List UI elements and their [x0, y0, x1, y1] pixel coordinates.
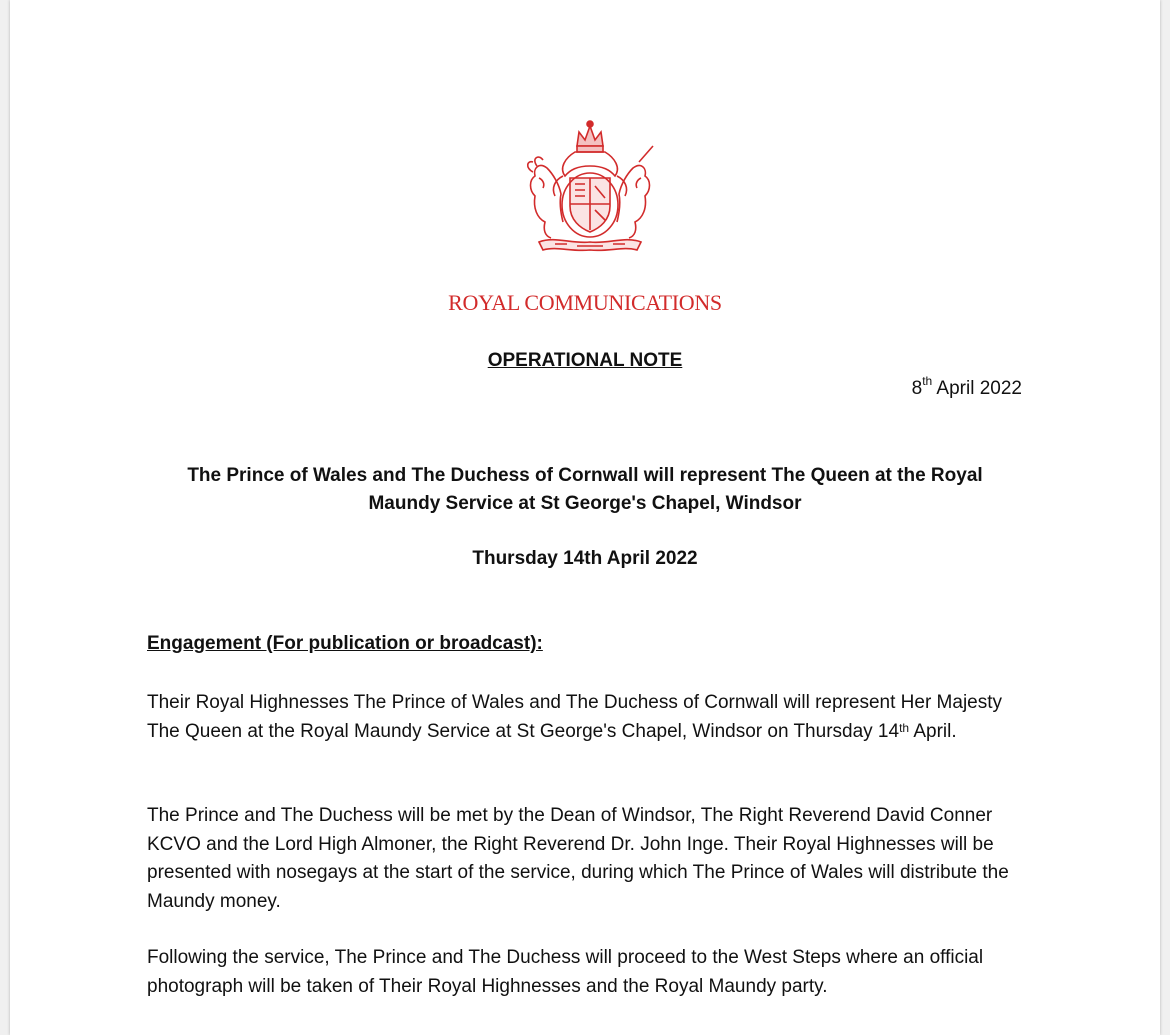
- paragraph-3: Following the service, The Prince and The Duchess will proceed to the West Steps where an official photograph will be taken of Their Royal Highnesses and the Royal Maundy party.: [147, 947, 984, 997]
- document-page: [10, 0, 1160, 1035]
- paragraph-1-text-a: Their Royal Highnesses The Prince of Wales and The Duchess of Cornwall will represent Her Majesty The Queen at the Royal Maundy Service at St George's Chapel, Windsor on Thursday 14: [147, 692, 1003, 742]
- note-date: [911, 374, 1022, 400]
- event-date: Thursday 14th April 2022: [472, 548, 698, 569]
- engagement-heading: Engagement (For publication or broadcast):: [147, 633, 543, 654]
- paragraph-2: The Prince and The Duchess will be met by the Dean of Windsor, The Right Reverend David Conner KCVO and the Lord High Almoner, the Right Reverend Dr. John Inge. Their Royal Highnesses will be presented with nosegays at the start of the service, during which The Prince of Wales will distribute the Maundy money.: [147, 805, 1009, 912]
- date-day: 8: [911, 378, 923, 399]
- royal-coat-of-arms-icon: [515, 118, 665, 256]
- paragraph-1: [147, 689, 1027, 746]
- cut-off-text-line: [147, 1027, 617, 1035]
- date-rest: April 2022: [932, 378, 1022, 399]
- date-suffix: th: [922, 374, 933, 388]
- page-title: OPERATIONAL NOTE: [487, 350, 683, 371]
- organization-name: ROYAL COMMUNICATIONS: [448, 290, 722, 315]
- paragraph-1-text-b: April.: [909, 720, 957, 742]
- headline: The Prince of Wales and The Duchess of Cornwall will represent The Queen at the Royal Maundy Service at St George's Chapel, Windsor: [187, 465, 983, 514]
- paragraph-1-sup: th: [899, 720, 910, 735]
